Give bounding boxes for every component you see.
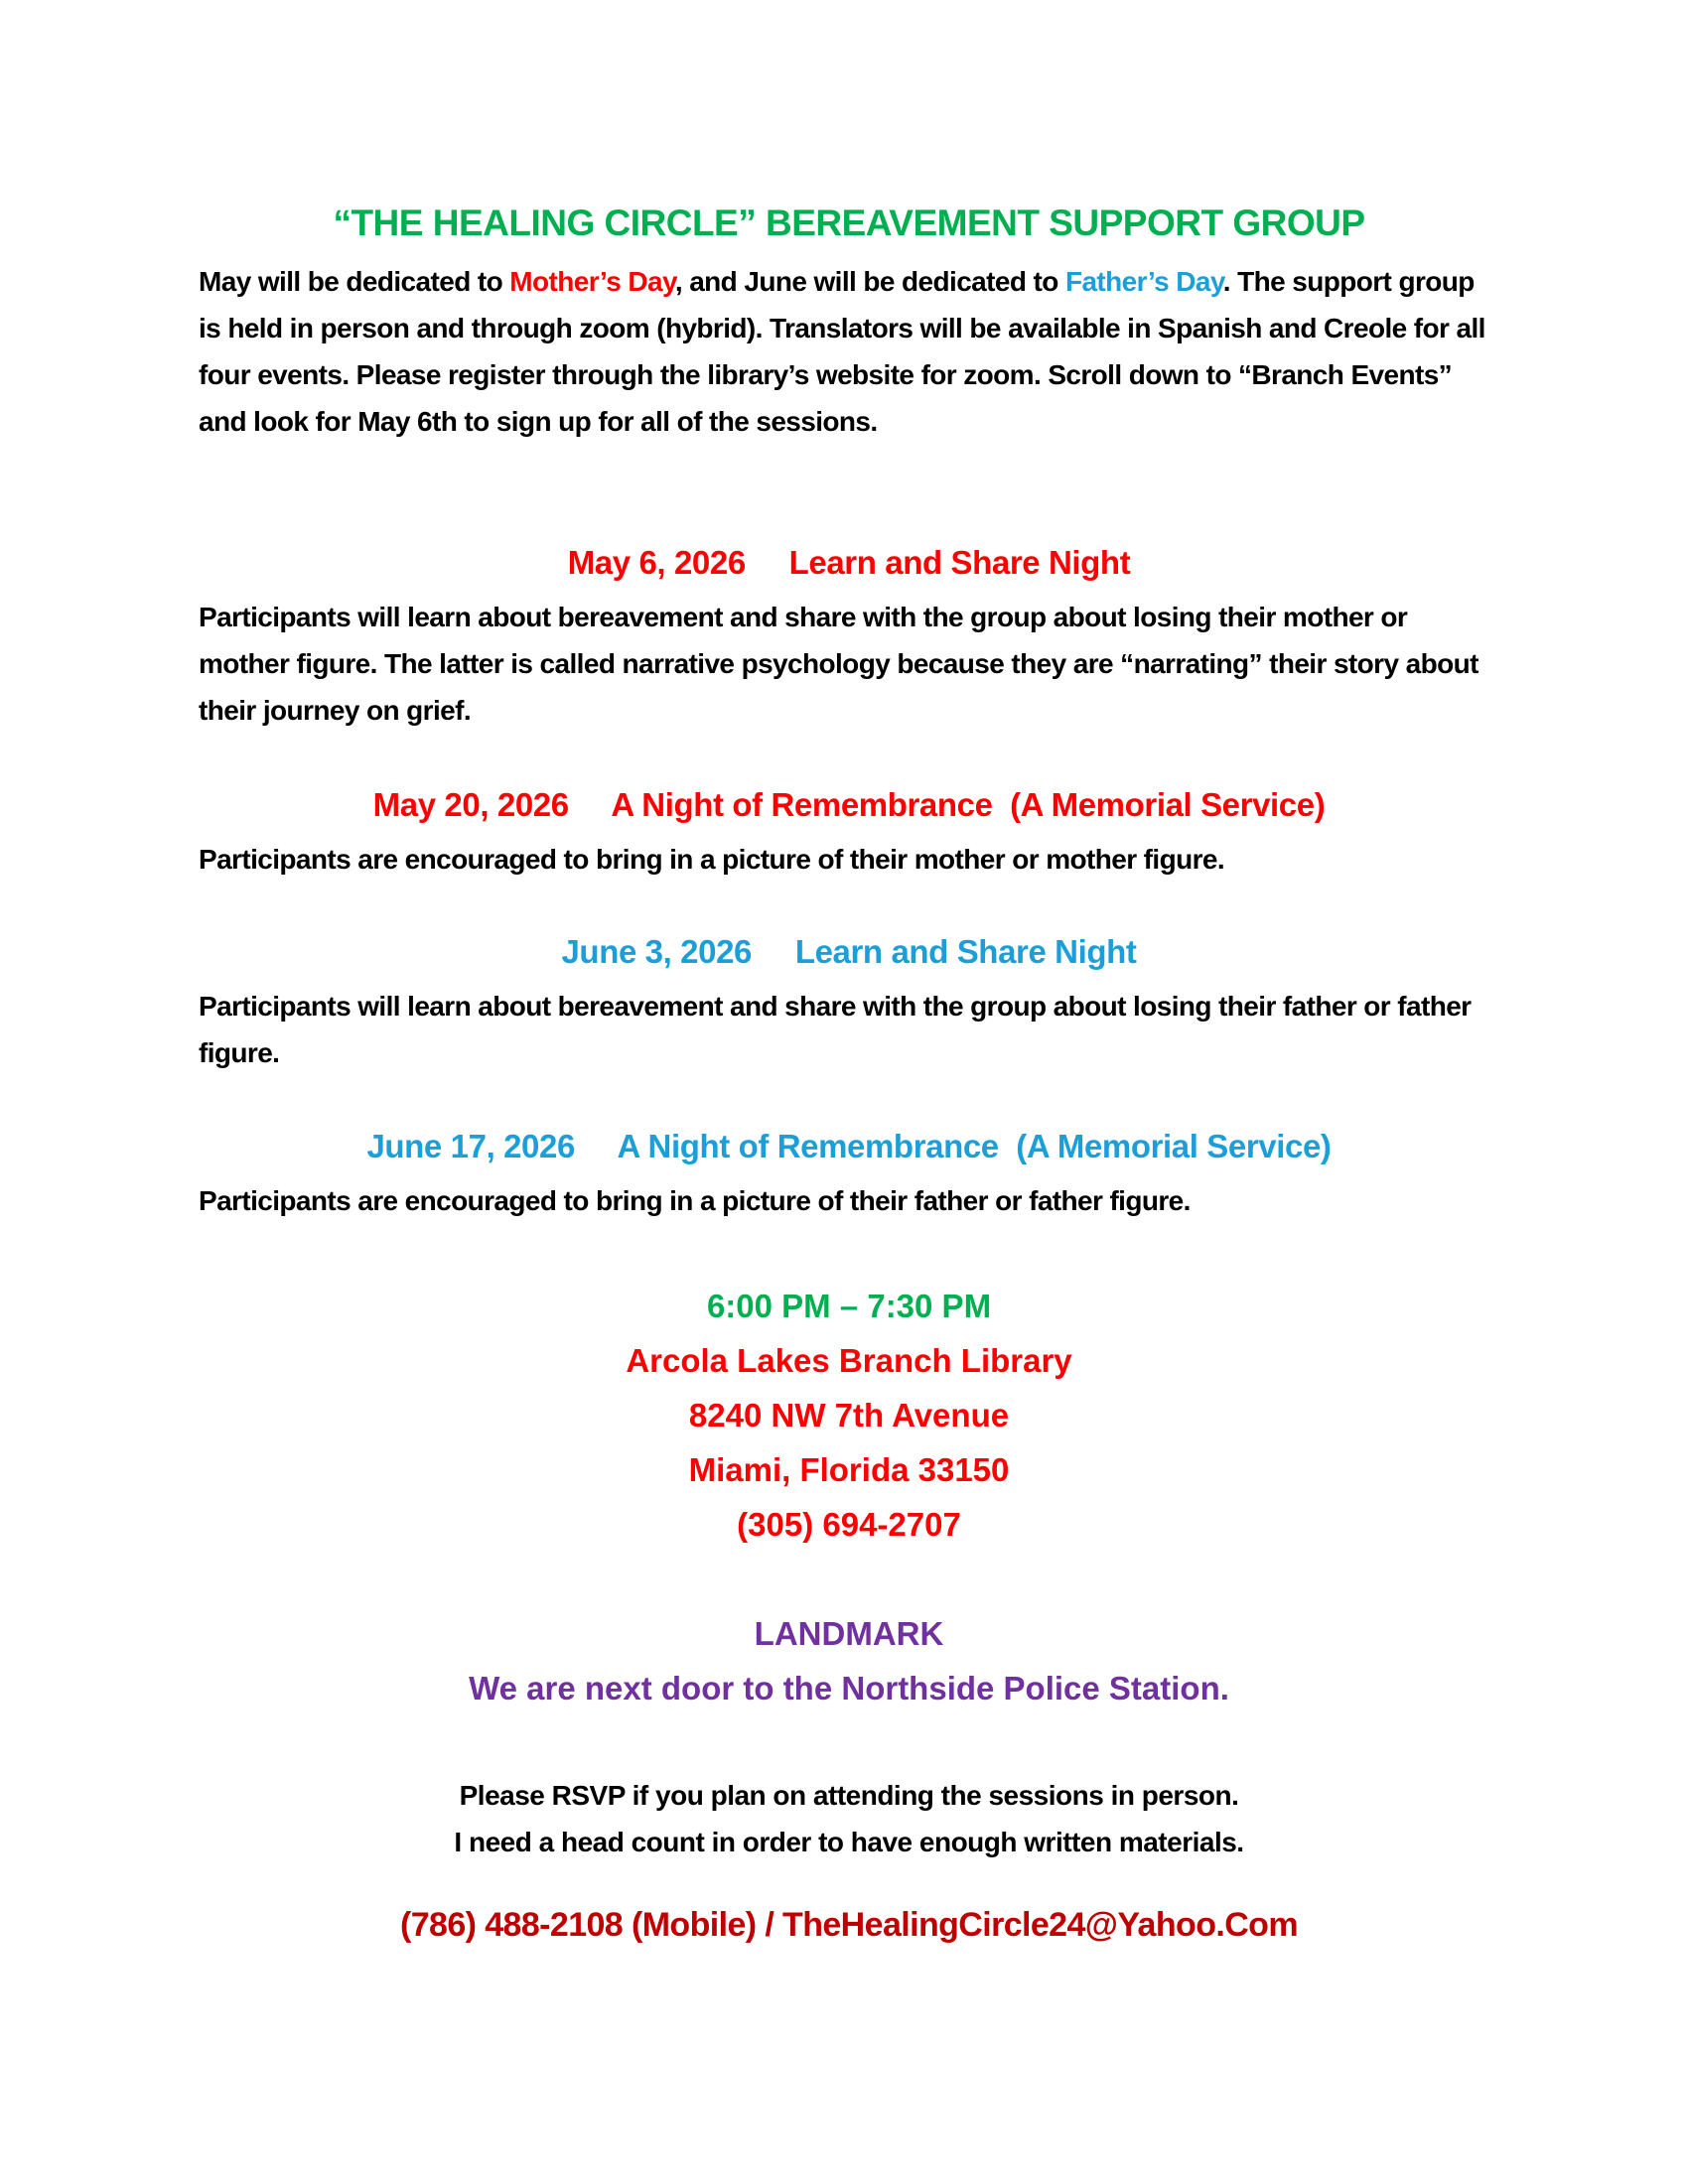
street-address: 8240 NW 7th Avenue (688, 1397, 1010, 1433)
venue-phone: (305) 694-2707 (737, 1506, 961, 1543)
rsvp-note (199, 1772, 1499, 1865)
contact-separator: / (756, 1906, 783, 1944)
time-range: 6:00 PM – 7:30 PM (706, 1288, 992, 1324)
intro-text-2: , and June will be dedicated to (674, 266, 1065, 297)
landmark-label: LANDMARK (754, 1615, 944, 1652)
landmark-text: We are next door to the Northside Police Station. (469, 1670, 1229, 1706)
event-description: Participants are encouraged to bring in a picture of their father or father figure. (199, 1185, 1191, 1216)
page-title: “THE HEALING CIRCLE” BEREAVEMENT SUPPORT GROUP (333, 203, 1365, 243)
fathers-day-highlight: Father’s Day (1064, 266, 1223, 297)
contact-phone[interactable]: (786) 488-2108 (Mobile) (400, 1906, 757, 1944)
event-description: Participants will learn about bereavement and share with the group about losing their father or father figure. (199, 991, 1472, 1068)
event-title: Learn and Share Night (794, 933, 1137, 970)
event-heading (199, 544, 1499, 582)
intro-text-3: . The support group is held in person and through zoom (hybrid). Translators will be available in Spanish and Creole for all four events. Please register through the library’s website for zoom. Scroll down to “Branch Events” and look for May 6th to sign up for all of the sessions. (199, 266, 1485, 437)
intro-text-1: May will be dedicated to (199, 266, 510, 297)
city-state-zip: Miami, Florida 33150 (688, 1451, 1010, 1488)
rsvp-line-2: I need a head count in order to have enough written materials. (454, 1827, 1244, 1857)
contact-line (199, 1906, 1499, 1945)
event-heading (199, 933, 1499, 971)
event-date: June 17, 2026 (366, 1128, 575, 1164)
rsvp-line-1: Please RSVP if you plan on attending the sessions in person. (459, 1780, 1239, 1811)
event-date: June 3, 2026 (561, 933, 752, 970)
mothers-day-highlight: Mother’s Day (509, 266, 675, 297)
event-title: A Night of Remembrance (A Memorial Service) (611, 786, 1326, 823)
intro-paragraph (199, 258, 1499, 445)
venue-name: Arcola Lakes Branch Library (626, 1342, 1072, 1379)
contact-email[interactable]: TheHealingCircle24@Yahoo.Com (782, 1906, 1298, 1944)
event-heading (199, 1128, 1499, 1165)
event-description: Participants will learn about bereavement and share with the group about losing their mother or mother figure. The latter is called narrative psychology because they are “narrating” their story about their journey on grief. (199, 602, 1478, 726)
event-title: A Night of Remembrance (A Memorial Service) (617, 1128, 1332, 1164)
event-date: May 6, 2026 (567, 544, 746, 581)
event-details (199, 1279, 1499, 1552)
landmark-section (199, 1606, 1499, 1715)
event-description: Participants are encouraged to bring in a picture of their mother or mother figure. (199, 844, 1225, 875)
event-date: May 20, 2026 (372, 786, 569, 823)
event-heading (199, 786, 1499, 824)
event-title: Learn and Share Night (788, 544, 1131, 581)
